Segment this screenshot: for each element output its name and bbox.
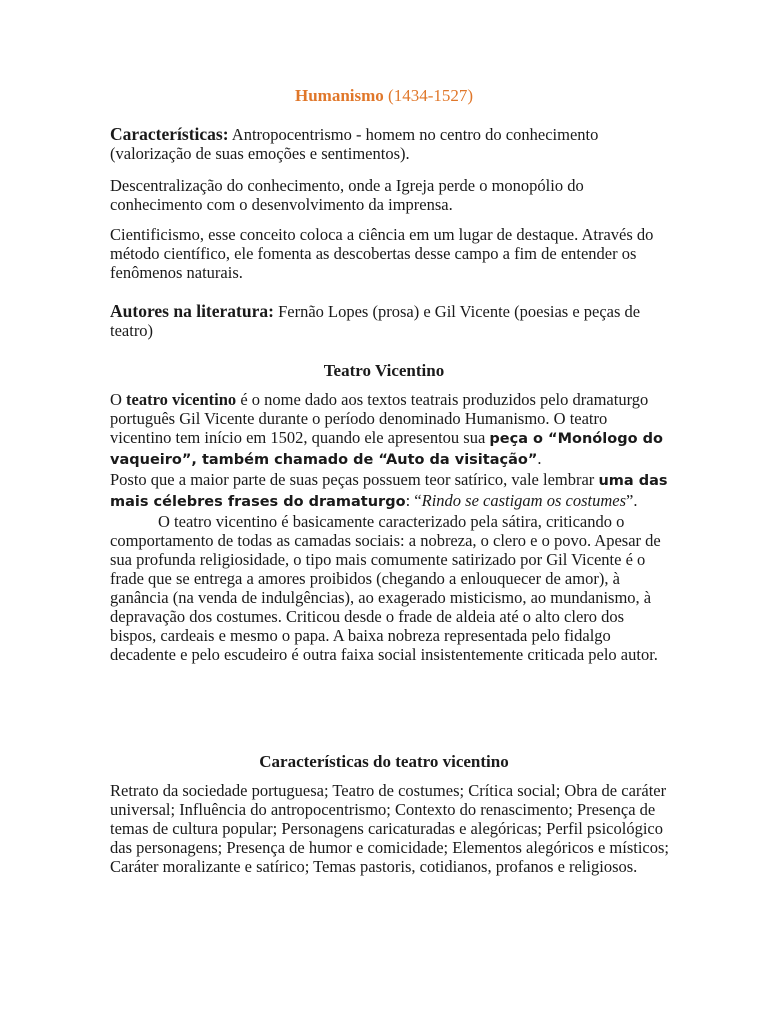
document-title: [0, 86, 768, 106]
teatro-vicentino-bold: teatro vicentino: [126, 390, 237, 409]
autores-paragraph: [110, 302, 670, 340]
teatro-p2-colon: : “: [405, 491, 422, 510]
cientificismo-paragraph: Cientificismo, esse conceito coloca a ciência em um lugar de destaque. Através do método científico, ele fomenta as descobertas desse campo a fim de entender os fenômenos naturais.: [110, 225, 654, 282]
teatro-paragraph-2: [110, 470, 670, 512]
descentralizacao-paragraph: Descentralização do conhecimento, onde a Igreja perde o monopólio do conhecimento com o desenvolvimento da imprensa.: [110, 176, 584, 214]
teatro-p2-text: Posto que a maior parte de suas peças possuem teor satírico, vale lembrar: [110, 470, 599, 489]
caracteristicas-label: Características:: [110, 124, 229, 144]
caracteristicas-text: Antropocentrismo - homem no centro do conhecimento (valorização de suas emoções e sentimentos).: [110, 125, 599, 163]
teatro-p1-end: .: [537, 449, 542, 468]
caracteristicas-paragraph: [110, 125, 670, 163]
autores-text: Fernão Lopes (prosa) e Gil Vicente (poesias e peças de teatro): [110, 302, 641, 340]
frase-bold: uma das mais célebres frases do dramaturgo: [110, 473, 668, 510]
teatro-p1-o: O: [110, 390, 127, 409]
teatro-heading: Teatro Vicentino: [323, 361, 445, 380]
title-years: (1434-1527): [388, 86, 474, 105]
autores-label: Autores na literatura:: [110, 301, 274, 321]
teatro-p1-text: é o nome dado aos textos teatrais produzidos pelo dramaturgo português Gil Vicente durante o período denominado Humanismo. O teatro vicentino tem início em 1502, quando ele apresentou sua: [110, 390, 649, 447]
quote-italic: Rindo se castigam os costumes: [421, 491, 627, 510]
teatro-p3-text: O teatro vicentino é basicamente caracterizado pela sátira, criticando o comportamento de todas as camadas sociais: a nobreza, o clero e o povo. Apesar de sua profunda religiosidade, o tipo mais comumente satirizado por Gil Vicente é o frade que se entrega a amores proibidos (chegando a enlouquecer de amor), à ganância (na venda de indulgências), ao exagerado misticismo, ao mundanismo, à depravação dos costumes. Criticou desde o frade de aldeia até o alto clero dos bispos, cardeais e mesmo o papa. A baixa nobreza representada pelo fidalgo decadente e pelo escudeiro é outra faixa social insistentemente criticada pelo autor.: [110, 512, 661, 664]
teatro-section: [110, 390, 670, 664]
teatro-p2-end: ”.: [626, 491, 638, 510]
teatro-paragraph-1: [110, 390, 670, 470]
teatro-paragraph-3: [110, 512, 670, 664]
peca-bold: peça o “Monólogo do vaqueiro”, também chamado de “Auto da visitação”: [110, 431, 663, 468]
title-main: Humanismo: [294, 86, 384, 105]
caracteristicas-teatro-heading: Características do teatro vicentino: [259, 752, 509, 771]
caracteristicas-teatro-paragraph: Retrato da sociedade portuguesa; Teatro de costumes; Crítica social; Obra de caráter universal; Influência do antropocentrismo; Contexto do renascimento; Presença de temas de cultura popular; Personagens caricaturadas e alegóricas; Perfil psicológico das personagens; Presença de humor e comicidade; Elementos alegóricos e místicos; Caráter moralizante e satírico; Temas pastoris, cotidianos, profanos e religiosos.: [110, 781, 669, 876]
